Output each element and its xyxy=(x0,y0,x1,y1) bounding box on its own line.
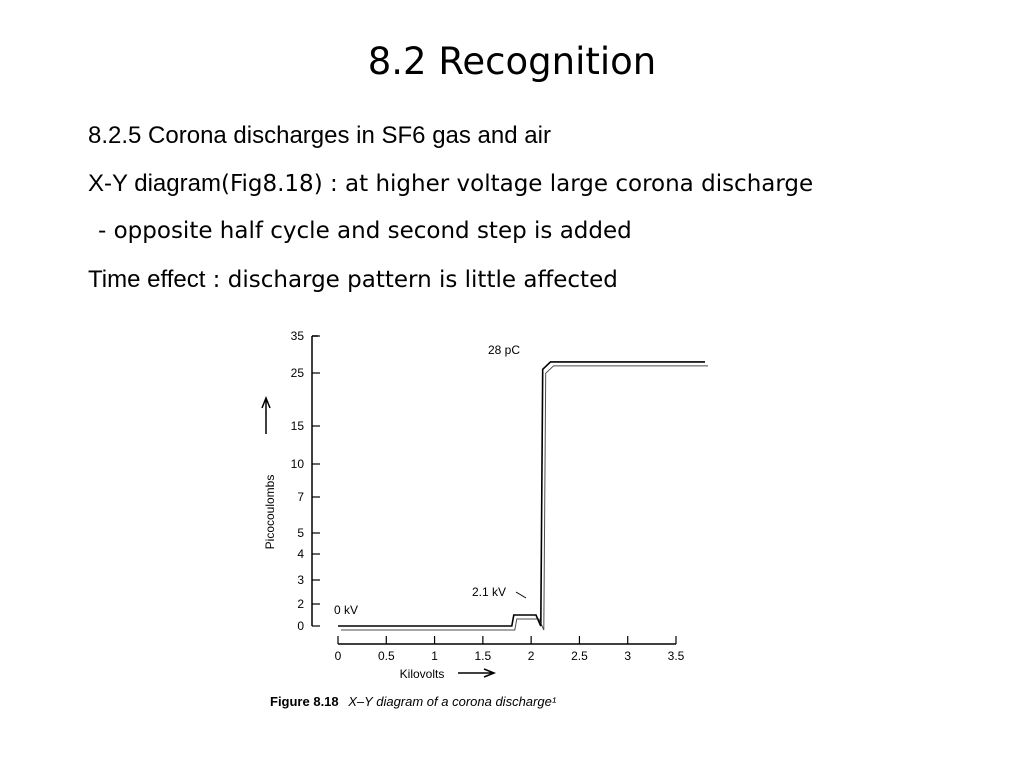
opposite-cycle-line: - opposite half cycle and second step is added xyxy=(98,218,632,244)
y-axis-label: Picocoulombs xyxy=(263,474,277,550)
x-tick-label: 3.5 xyxy=(667,649,685,663)
xy-diagram-label: X-Y diagram xyxy=(88,170,221,197)
x-tick-label: 0.5 xyxy=(377,649,395,663)
x-tick-label: 2.5 xyxy=(571,649,588,663)
annotation-2-1kv: 2.1 kV xyxy=(472,585,507,599)
series-line-return xyxy=(341,366,708,630)
y-tick-label: 35 xyxy=(290,329,304,343)
x-ticks xyxy=(335,636,685,663)
time-effect-label: Time effect xyxy=(88,266,206,293)
y-tick-label: 0 xyxy=(297,619,304,633)
xy-diagram-paren: ( xyxy=(220,171,230,197)
discharge-trace xyxy=(338,362,708,630)
annotation-28pc: 28 pC xyxy=(488,343,521,357)
y-tick-label: 10 xyxy=(290,457,304,471)
y-tick-label: 4 xyxy=(297,547,304,561)
y-tick-label: 7 xyxy=(297,490,304,504)
y-tick-label: 25 xyxy=(290,366,304,380)
time-effect-text: : discharge pattern is little affected xyxy=(205,267,618,293)
y-tick-label: 15 xyxy=(290,419,304,433)
x-tick-label: 2 xyxy=(527,649,535,663)
x-tick-label: 1.5 xyxy=(474,649,492,663)
y-tick-label: 5 xyxy=(297,526,304,540)
section-heading: 8.2.5 Corona discharges in SF6 gas and air xyxy=(88,122,551,149)
y-ticks xyxy=(291,329,320,633)
y-tick-label: 3 xyxy=(297,573,304,587)
time-effect-line xyxy=(88,266,618,294)
x-tick-label: 3 xyxy=(624,649,632,663)
xy-diagram-text: Fig8.18) : at higher voltage large corona discharge xyxy=(229,171,814,197)
y-axis-arrow-icon xyxy=(262,398,270,434)
x-tick-label: 0 xyxy=(334,649,342,663)
x-axis-label: Kilovolts xyxy=(399,667,445,681)
y-tick-label: 2 xyxy=(297,597,304,611)
annotation-0kv: 0 kV xyxy=(334,603,359,617)
figure-caption: Figure 8.18 X–Y diagram of a corona discharge¹ xyxy=(270,694,557,709)
slide-title: 8.2 Recognition xyxy=(367,40,657,83)
x-tick-label: 1 xyxy=(431,649,438,663)
xy-diagram-figure xyxy=(250,322,720,717)
annotation-2-1kv-arrow-icon xyxy=(516,592,526,598)
series-line xyxy=(338,362,705,626)
xy-diagram-line xyxy=(88,170,813,198)
x-axis-arrow-icon xyxy=(458,669,494,677)
